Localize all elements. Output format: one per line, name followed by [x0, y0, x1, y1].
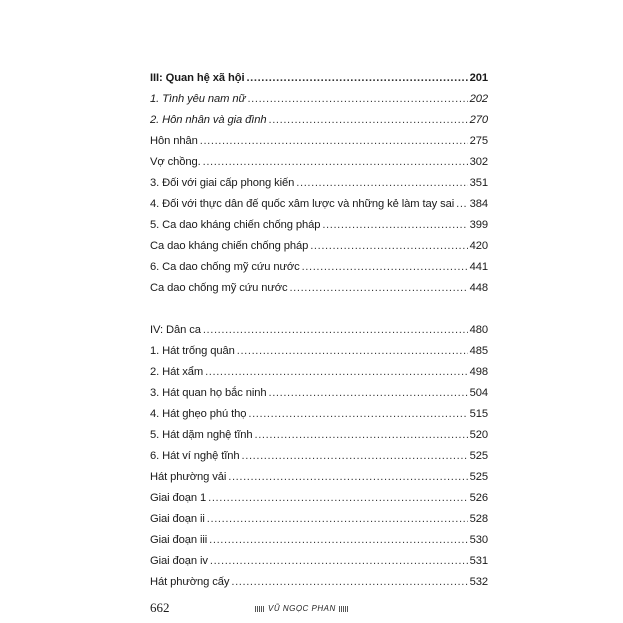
- toc-entry: [150, 156, 488, 177]
- toc-entry-page: 420: [469, 240, 488, 252]
- dot-leader: [228, 471, 467, 483]
- toc-entry-title: 1. Hát trống quân: [150, 345, 235, 357]
- toc-entry-page: 441: [469, 261, 488, 273]
- toc-entry-page: 531: [469, 555, 488, 567]
- dot-leader: [210, 555, 468, 567]
- dot-leader: [310, 240, 467, 252]
- toc-entry-title: Vợ chồng.: [150, 156, 201, 168]
- toc-entry: [150, 471, 488, 492]
- toc-entry-title: 4. Hát ghẹo phú thọ: [150, 408, 247, 420]
- toc-entry-page: 480: [469, 324, 488, 336]
- toc-entry-title: Hôn nhân: [150, 135, 198, 147]
- toc-entry: [150, 114, 488, 135]
- toc-entry: [150, 261, 488, 282]
- toc-entry: [150, 387, 488, 408]
- toc-entry-page: 202: [469, 93, 488, 105]
- toc-entry-page: 485: [469, 345, 488, 357]
- toc-entry: [150, 513, 488, 534]
- toc-entry: [150, 492, 488, 513]
- toc-entry-title: Ca dao kháng chiến chống pháp: [150, 240, 309, 252]
- toc-entry-page: 515: [469, 408, 488, 420]
- toc-entry-title: 6. Hát ví nghệ tĩnh: [150, 450, 240, 462]
- dot-leader: [246, 72, 467, 84]
- toc-entry-title: Giai đoạn 1: [150, 492, 207, 504]
- toc-entry: [150, 450, 488, 471]
- dot-leader: [208, 492, 468, 504]
- toc-entry-page: 275: [469, 135, 488, 147]
- toc-entry-page: 351: [469, 177, 488, 189]
- toc-entry-page: 384: [469, 198, 488, 210]
- toc-entry-page: 525: [469, 471, 488, 483]
- toc-entry: [150, 576, 488, 597]
- toc-entry: [150, 282, 488, 303]
- toc-entry: [150, 219, 488, 240]
- toc-entry-title: Ca dao chống mỹ cứu nước: [150, 282, 288, 294]
- toc-entry-title: 4. Đối với thực dân đế quốc xâm lược và những kẻ làm tay sai: [150, 198, 455, 210]
- toc-entry-title: 5. Ca dao kháng chiến chống pháp: [150, 219, 321, 231]
- toc-entry: [150, 72, 488, 93]
- toc-entry: [150, 93, 488, 114]
- author-name: VŨ NGỌC PHAN: [268, 604, 336, 613]
- dot-leader: [209, 534, 467, 546]
- toc-entry-page: 270: [469, 114, 488, 126]
- toc-entry-title: 3. Đối với giai cấp phong kiến: [150, 177, 295, 189]
- toc-section-dan-ca: [150, 324, 488, 597]
- toc-entry-title: Hát phường cấy: [150, 576, 230, 588]
- footer-ornament-left: [255, 606, 265, 612]
- toc-entry: [150, 534, 488, 555]
- toc-entry-title: III: Quan hệ xã hội: [150, 72, 245, 84]
- toc-entry-page: 498: [469, 366, 488, 378]
- toc-entry: [150, 135, 488, 156]
- dot-leader: [231, 576, 467, 588]
- toc-entry-title: Giai đoạn iv: [150, 555, 208, 567]
- dot-leader: [242, 450, 468, 462]
- toc-entry-title: 1. Tình yêu nam nữ: [150, 93, 246, 105]
- toc-entry-page: 302: [469, 156, 488, 168]
- toc-entry-page: 530: [469, 534, 488, 546]
- toc-entry-title: 5. Hát dặm nghệ tĩnh: [150, 429, 253, 441]
- dot-leader: [237, 345, 468, 357]
- dot-leader: [200, 135, 468, 147]
- toc-entry-title: IV: Dân ca: [150, 324, 201, 336]
- table-of-contents: [150, 72, 488, 597]
- toc-entry-page: 525: [469, 450, 488, 462]
- toc-entry-page: 526: [469, 492, 488, 504]
- dot-leader: [269, 387, 468, 399]
- dot-leader: [203, 324, 468, 336]
- section-gap: [150, 303, 488, 324]
- dot-leader: [322, 219, 467, 231]
- dot-leader: [296, 177, 467, 189]
- toc-entry-title: 6. Ca dao chống mỹ cứu nước: [150, 261, 300, 273]
- dot-leader: [456, 198, 467, 210]
- dot-leader: [207, 513, 468, 525]
- toc-entry: [150, 198, 488, 219]
- toc-entry-page: 528: [469, 513, 488, 525]
- toc-entry-page: 448: [469, 282, 488, 294]
- toc-entry-page: 504: [469, 387, 488, 399]
- page-number: 662: [150, 600, 170, 615]
- toc-entry: [150, 408, 488, 429]
- dot-leader: [289, 282, 467, 294]
- toc-entry: [150, 345, 488, 366]
- toc-entry: [150, 324, 488, 345]
- toc-entry: [150, 366, 488, 387]
- running-footer: [255, 604, 349, 613]
- toc-entry: [150, 429, 488, 450]
- toc-entry-title: 2. Hôn nhân và gia đình: [150, 114, 267, 126]
- toc-entry-title: Giai đoạn iii: [150, 534, 208, 546]
- toc-entry: [150, 240, 488, 261]
- dot-leader: [254, 429, 467, 441]
- toc-entry-page: 399: [469, 219, 488, 231]
- toc-entry-title: Giai đoạn ii: [150, 513, 205, 525]
- toc-entry-page: 520: [469, 429, 488, 441]
- dot-leader: [269, 114, 468, 126]
- toc-entry-page: 201: [469, 72, 488, 84]
- toc-entry-page: 532: [469, 576, 488, 588]
- toc-entry-title: 2. Hát xẩm: [150, 366, 204, 378]
- footer-ornament-right: [339, 606, 349, 612]
- toc-section-quan-he-xa-hoi: [150, 72, 488, 303]
- toc-entry-title: Hát phường vải: [150, 471, 227, 483]
- toc-entry-title: 3. Hát quan họ bắc ninh: [150, 387, 267, 399]
- dot-leader: [248, 408, 467, 420]
- dot-leader: [203, 156, 468, 168]
- dot-leader: [247, 93, 467, 105]
- toc-entry: [150, 555, 488, 576]
- dot-leader: [205, 366, 468, 378]
- dot-leader: [302, 261, 468, 273]
- toc-entry: [150, 177, 488, 198]
